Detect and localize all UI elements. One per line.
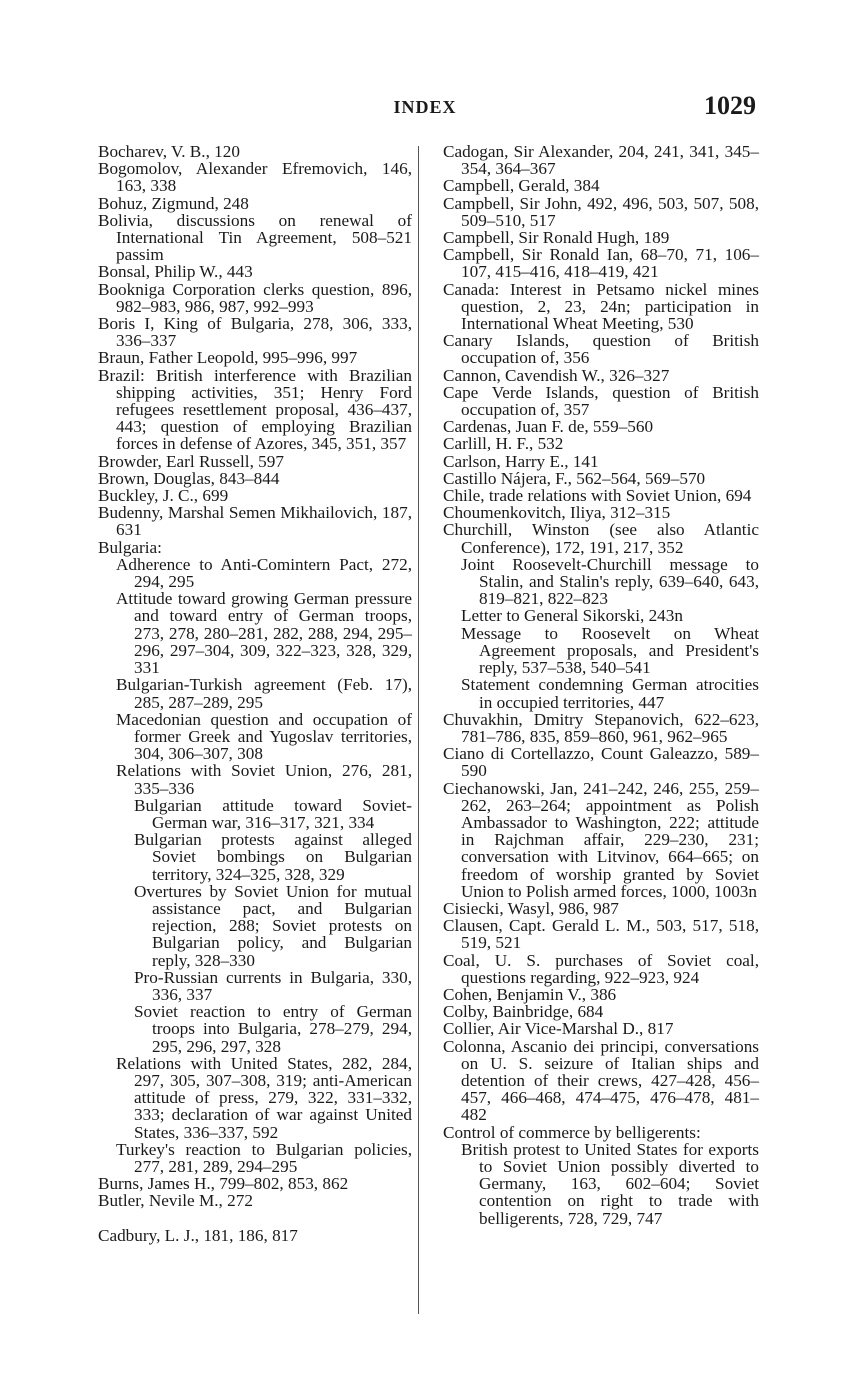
index-entry: Choumenkovitch, Iliya, 312–315: [443, 503, 671, 523]
index-entry: Carlson, Harry E., 141: [443, 451, 599, 471]
index-subentry: Soviet reaction to entry of German troops into Bulgaria, 278–279, 294, 295, 296, 297, 328: [134, 1002, 412, 1056]
index-entry: Brown, Douglas, 843–844: [98, 468, 280, 488]
index-entry: Bulgaria:: [98, 537, 162, 557]
index-entry: Burns, James H., 799–802, 853, 862: [98, 1174, 349, 1194]
index-entry: Bolivia, discussions on renewal of International Tin Agreement, 508–521 passim: [98, 210, 412, 265]
index-entry: Cisiecki, Wasyl, 986, 987: [443, 898, 619, 918]
column-divider: [418, 146, 419, 1314]
index-entry: Brazil: British interference with Brazilian shipping activities, 351; Henry Ford refugees resettlement proposal, 436–437, 443; question of employing Brazilian forces in defense of Azores, 345, 351, 357: [98, 365, 412, 454]
index-entry: Castillo Nájera, F., 562–564, 569–570: [443, 468, 706, 488]
index-entry: Colby, Bainbridge, 684: [443, 1002, 604, 1022]
index-entry: Bonsal, Philip W., 443: [98, 262, 253, 282]
index-entry: Cannon, Cavendish W., 326–327: [443, 365, 670, 385]
page-number: 1029: [704, 91, 756, 120]
index-entry: Browder, Earl Russell, 597: [98, 451, 284, 471]
index-subentry: Letter to General Sikorski, 243n: [461, 606, 683, 626]
index-entry: Cardenas, Juan F. de, 559–560: [443, 417, 654, 437]
index-subentry: Macedonian question and occupation of former Greek and Yugoslav territories, 304, 306–307, 308: [116, 709, 412, 764]
index-entry: Coal, U. S. purchases of Soviet coal, questions regarding, 922–923, 924: [443, 950, 759, 987]
index-entry: Bocharev, V. B., 120: [98, 142, 240, 161]
index-entry: Butler, Nevile M., 272: [98, 1191, 253, 1211]
index-subentry: Relations with Soviet Union, 276, 281, 335–336: [116, 761, 412, 798]
index-entry: Ciano di Cortellazzo, Count Galeazzo, 589–590: [443, 744, 759, 781]
index-subentry: Attitude toward growing German pressure and toward entry of German troops, 273, 278, 280–281, 282, 288, 294, 295–296, 297–304, 309, 322–323, 328, 329, 331: [116, 589, 412, 678]
page-header-title: INDEX: [393, 97, 457, 117]
index-entry: Campbell, Sir Ronald Hugh, 189: [443, 228, 670, 248]
index-entry: Ciechanowski, Jan, 241–242, 246, 255, 259–262, 263–264; appointment as Polish Ambassador to Washington, 222; attitude in Rajchman affair, 229–230, 231; conversation with Litvinov, 664–665; on freedom of worship granted by Soviet Union to Polish armed forces, 1000, 1003n: [443, 778, 759, 901]
index-entry: Cohen, Benjamin V., 386: [443, 984, 617, 1004]
index-entry: Control of commerce by belligerents:: [443, 1122, 701, 1142]
index-column-left: [80, 143, 412, 1244]
index-subentry: Relations with United States, 282, 284, 297, 305, 307–308, 319; anti-American attitude of press, 279, 322, 331–332, 333; declaration of war against United States, 336–337, 592: [116, 1053, 412, 1142]
index-subentry: British protest to United States for exports to Soviet Union possibly diverted to Germany, 163, 602–604; Soviet contention on right to trade with belligerents, 728, 729, 747: [461, 1139, 759, 1228]
index-entry: Cadbury, L. J., 181, 186, 817: [98, 1225, 298, 1245]
index-entry: Braun, Father Leopold, 995–996, 997: [98, 348, 358, 368]
index-subentry: Turkey's reaction to Bulgarian policies, 277, 281, 289, 294–295: [116, 1139, 412, 1176]
index-entry: Bogomolov, Alexander Efremovich, 146, 163, 338: [98, 159, 412, 196]
index-subentry: Joint Roosevelt-Churchill message to Stalin, and Stalin's reply, 639–640, 643, 819–821, 822–823: [461, 554, 759, 609]
index-entry: Carlill, H. F., 532: [443, 434, 564, 454]
index-entry: Boris I, King of Bulgaria, 278, 306, 333, 336–337: [98, 314, 412, 351]
index-entry: Colonna, Ascanio dei principi, conversations on U. S. seizure of Italian ships and detention of their crews, 427–428, 456–457, 466–468, 474–475, 476–478, 481–482: [443, 1036, 759, 1125]
index-entry: Campbell, Sir Ronald Ian, 68–70, 71, 106–107, 415–416, 418–419, 421: [443, 245, 759, 282]
index-entry: Chuvakhin, Dmitry Stepanovich, 622–623, 781–786, 835, 859–860, 961, 962–965: [443, 709, 759, 746]
index-subentry: Bulgarian protests against alleged Soviet bombings on Bulgarian territory, 324–325, 328, 329: [134, 830, 412, 884]
index-entry: Churchill, Winston (see also Atlantic Conference), 172, 191, 217, 352: [443, 520, 759, 557]
index-subentry: Message to Roosevelt on Wheat Agreement proposals, and President's reply, 537–538, 540–541: [461, 623, 759, 678]
index-entry: Collier, Air Vice-Marshal D., 817: [443, 1019, 674, 1039]
index-entry: Buckley, J. C., 699: [98, 486, 229, 506]
index-entry: Bookniga Corporation clerks question, 896, 982–983, 986, 987, 992–993: [98, 279, 412, 316]
index-subentry: Overtures by Soviet Union for mutual assistance pact, and Bulgarian rejection, 288; Soviet protests on Bulgarian policy, and Bulgarian reply, 328–330: [134, 881, 412, 970]
index-entry: Canary Islands, question of British occupation of, 356: [443, 331, 759, 368]
index-subentry: Statement condemning German atrocities in occupied territories, 447: [461, 675, 759, 712]
index-entry: Budenny, Marshal Semen Mikhailovich, 187, 631: [98, 503, 412, 540]
index-column-right: [425, 143, 759, 1227]
index-entry: Cape Verde Islands, question of British occupation of, 357: [443, 382, 759, 420]
index-subentry: Bulgarian attitude toward Soviet-German war, 316–317, 321, 334: [134, 795, 412, 832]
index-subentry: Adherence to Anti-Comintern Pact, 272, 294, 295: [116, 554, 412, 592]
index-entry: Canada: Interest in Petsamo nickel mines question, 2, 23, 24n; participation in International Wheat Meeting, 530: [443, 279, 759, 334]
index-subentry: Pro-Russian currents in Bulgaria, 330, 336, 337: [134, 967, 412, 1004]
index-entry: Bohuz, Zigmund, 248: [98, 193, 249, 213]
index-entry: Chile, trade relations with Soviet Union, 694: [443, 486, 752, 506]
index-entry: Campbell, Gerald, 384: [443, 176, 600, 196]
index-entry: Cadogan, Sir Alexander, 204, 241, 341, 345–354, 364–367: [443, 142, 759, 179]
index-entry: Campbell, Sir John, 492, 496, 503, 507, 508, 509–510, 517: [443, 193, 759, 230]
index-subentry: Bulgarian-Turkish agreement (Feb. 17), 285, 287–289, 295: [116, 675, 412, 712]
index-entry: Clausen, Capt. Gerald L. M., 503, 517, 518, 519, 521: [443, 916, 759, 953]
